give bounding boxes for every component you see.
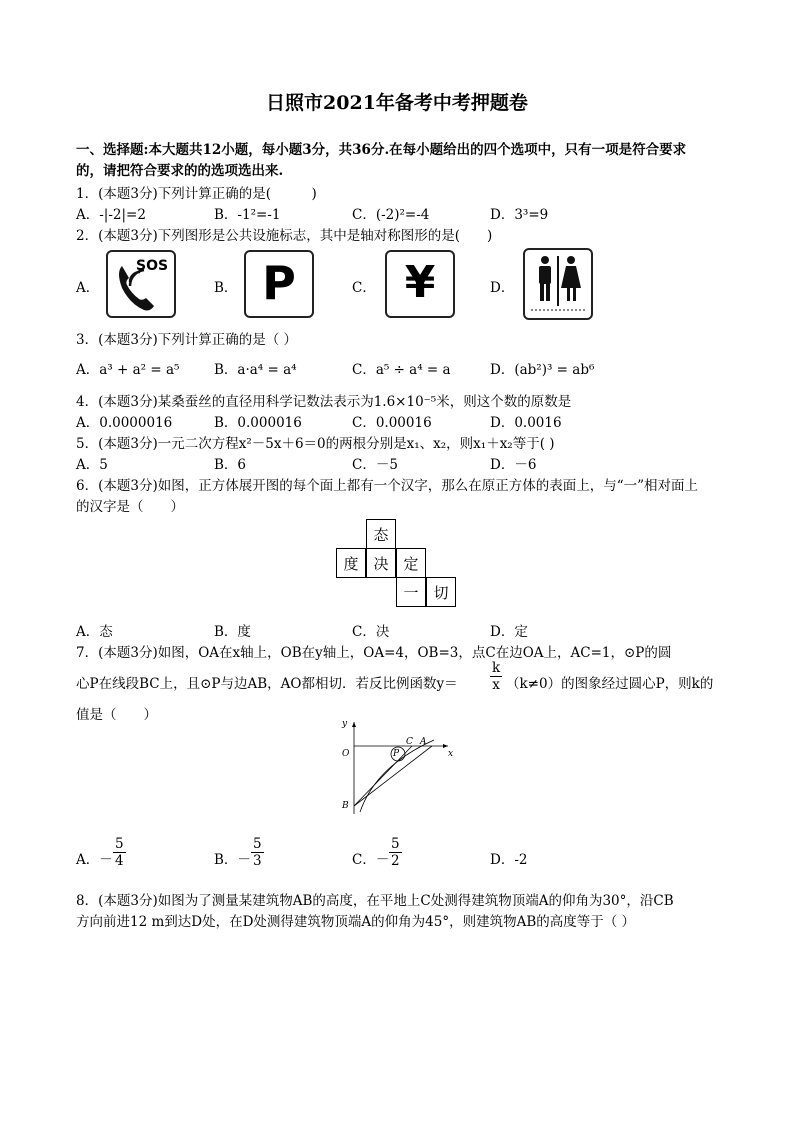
fraction-denominator: x [492,677,500,693]
q3-stem: 3．(本题3分)下列计算正确的是（ ） [76,332,298,348]
q8-stem-line2: 方向前进12 m到达D处，在D处测得建筑物顶端A的仰角为45°，则建筑物AB的高度等于（ ） [76,914,636,930]
q7-option-a-fraction [113,836,126,869]
q2-option-d: D． [490,280,515,296]
q1-option-c: C．(-2)²=-4 [352,207,430,223]
q6-stem-line1: 6．(本题3分)如图，正方体展开图的每个面上都有一个汉字，那么在原正方体的表面上，与“一”相对面上 [76,478,699,494]
q5-stem: 5．(本题3分)一元二次方程x²－5x＋6＝0的两根分别是x₁、x₂，则x₁＋x₂等于( ) [76,436,555,452]
net-cell-top: 态 [366,519,396,549]
q7-stem-line3: 值是（ ） [76,707,157,723]
net-cell-qie: 切 [426,577,456,607]
q4-option-c: C．0.00016 [352,415,432,431]
q5-option-d: D．－6 [490,457,537,473]
net-cell-left: 度 [336,548,366,578]
q1-option-d: D．3³=9 [490,207,549,223]
q7-option-a-prefix: A．－ [76,852,113,868]
q8-stem-line1: 8．(本题3分)如图为了测量某建筑物AB的高度，在平地上C处测得建筑物顶端A的仰角为30°，沿CB [76,893,674,909]
q6-option-d: D．定 [490,624,528,640]
fraction-denominator: 2 [391,853,400,869]
net-cell-mid: 决 [366,548,396,578]
q7-fraction-k-over-x [490,660,502,693]
fig-c-label: C [406,737,413,747]
parking-icon [244,250,314,318]
page-title: 日照市2021年备考中考押题卷 [266,92,528,114]
fraction-numerator: 5 [115,836,124,852]
q5-option-a: A．5 [76,457,108,473]
fig-y-label: y [342,719,348,729]
q7-option-b-fraction [251,836,264,869]
q7-option-d: D．-2 [490,852,528,868]
fig-o-label: O [342,749,350,759]
fraction-numerator: k [492,660,501,676]
section-heading-line2: 的，请把符合要求的的选项选出来. [76,163,284,179]
q7-figure [336,716,456,816]
q1-option-a: A．-|-2|=2 [76,207,146,223]
q3-option-c: C．a⁵ ÷ a⁴ = a [352,362,451,378]
q7-stem-line2b: （k≠0）的图象经过圆心P，则k的 [506,676,714,692]
q4-option-b: B．0.000016 [214,415,302,431]
q3-option-d: D．(ab²)³ = ab⁶ [490,362,595,378]
q7-stem-line2a: 心P在线段BC上，且⊙P与边AB，AO都相切．若反比例函数y＝ [76,676,458,692]
q2-option-b: B． [214,280,238,296]
q4-stem: 4．(本题3分)某桑蚕丝的直径用科学记数法表示为1.6×10⁻⁵米，则这个数的原数是 [76,394,572,410]
net-cell-right: 定 [396,548,426,578]
fraction-numerator: 5 [253,836,262,852]
fig-b-label: B [342,801,349,811]
fig-p-label: P [393,749,400,759]
yen-icon [385,250,455,318]
fraction-denominator: 3 [253,853,262,869]
q7-option-b-prefix: B．－ [214,852,251,868]
phone-sos-icon [106,250,176,318]
q5-option-c: C．－5 [352,457,398,473]
net-cell-yi: 一 [396,577,426,607]
q5-option-b: B．6 [214,457,247,473]
fig-a-label: A [420,737,427,747]
q6-option-b: B．度 [214,624,251,640]
q6-stem-line2: 的汉字是（ ） [76,499,184,515]
q7-stem-line1: 7．(本题3分)如图，OA在x轴上，OB在y轴上，OA=4，OB=3，点C在边OA上，AC=1，⊙P的圆 [76,645,672,661]
q7-option-c-prefix: C．－ [352,852,390,868]
q2-stem: 2．(本题3分)下列图形是公共设施标志，其中是轴对称图形的是( ) [76,228,493,244]
section-heading-line1: 一、选择题:本大题共12小题，每小题3分，共36分.在每小题给出的四个选项中，只有一项是符合要求 [76,142,687,158]
q3-option-b: B．a·a⁴ = a⁴ [214,362,297,378]
q1-stem: 1．(本题3分)下列计算正确的是( ) [76,186,317,202]
q2-option-a: A． [76,280,100,296]
q6-option-c: C．决 [352,624,390,640]
sos-label: SOS [136,258,169,274]
q1-option-b: B．-1²=-1 [214,207,281,223]
q7-option-c-fraction [389,836,402,869]
section-heading [76,140,686,182]
q6-option-a: A．态 [76,624,113,640]
q4-option-a: A．0.0000016 [76,415,173,431]
fraction-denominator: 4 [115,853,124,869]
fraction-numerator: 5 [391,836,400,852]
restroom-icon [523,248,593,320]
fig-x-label: x [448,749,454,759]
q2-option-c: C． [352,280,376,296]
q3-option-a: A．a³ + a² = a⁵ [76,362,180,378]
yen-symbol: ¥ [404,257,436,308]
parking-letter: P [262,256,296,310]
q4-option-d: D．0.0016 [490,415,562,431]
